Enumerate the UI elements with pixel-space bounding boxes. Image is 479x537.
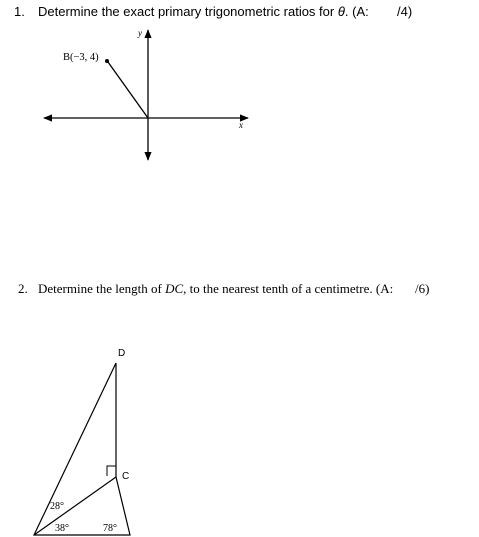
- y-axis-label: y: [138, 28, 142, 38]
- question-2: [18, 281, 478, 297]
- question-1-number: 1.: [14, 4, 25, 19]
- question-2-text-end: , to the nearest tenth of a centimetre. (A:: [183, 281, 394, 296]
- angle-38-label: 38°: [55, 523, 69, 534]
- point-b-label: B(−3, 4): [63, 52, 99, 63]
- question-1-text: Determine the exact primary trigonometric ratios for: [38, 4, 338, 19]
- x-axis-label: x: [239, 120, 243, 130]
- question-2-number: 2.: [18, 281, 28, 296]
- label-d: D: [118, 348, 126, 359]
- question-1-marks: /4): [397, 4, 413, 19]
- question-1-text-end: . (A:: [344, 4, 369, 19]
- angle-28-label: 28°: [50, 501, 64, 512]
- point-b: [105, 59, 109, 63]
- angle-78-label: 78°: [103, 523, 117, 534]
- triangle-diagram: [34, 348, 130, 535]
- question-2-text: Determine the length of: [38, 281, 166, 296]
- theta-symbol: θ: [337, 4, 345, 19]
- coordinate-graph: [44, 28, 248, 160]
- label-c: C: [122, 471, 130, 482]
- terminal-arm: [108, 62, 148, 118]
- segment-dc-text: DC: [165, 281, 184, 296]
- question-2-marks: /6): [415, 281, 430, 296]
- right-angle-marker: [107, 466, 116, 476]
